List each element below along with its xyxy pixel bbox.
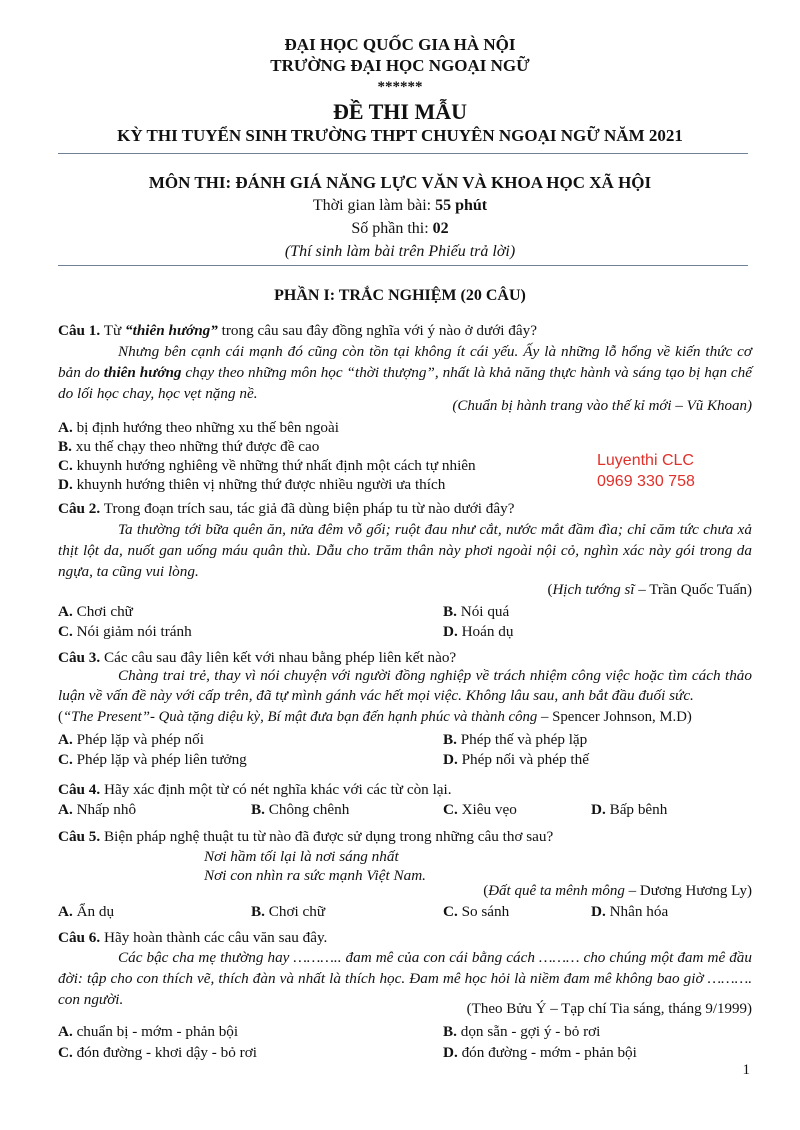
exam-duration-label: Thời gian làm bài: xyxy=(312,197,436,214)
option-text: Nói giảm nói tránh xyxy=(72,623,192,640)
exam-duration-value: 55 phút xyxy=(435,197,488,214)
question-2-passage: Ta thường tới bữa quên ăn, nửa đêm vỗ gối; ruột đau như cắt, nước mắt đầm đìa; chỉ căm tức chưa xả thịt lột da, nuốt gan uống máu quân thù. Dẫu cho trăm thân này phơi ngoài nội cỏ, nghìn xác này gói trong da ngựa, ta cũng vui lòng. xyxy=(58,521,752,580)
source-author: – Spencer Johnson, M.D) xyxy=(537,709,692,725)
option-key: D. xyxy=(58,476,73,493)
question-2-option-a[interactable] xyxy=(58,601,133,622)
question-1-option-b[interactable] xyxy=(58,436,319,457)
option-text: đón đường - mớm - phản bội xyxy=(457,1044,637,1061)
question-6-option-c[interactable] xyxy=(58,1042,257,1063)
option-key: C. xyxy=(58,623,73,640)
header-divider xyxy=(58,153,748,154)
option-text: đón đường - khơi dậy - bỏ rơi xyxy=(72,1044,257,1061)
passage-term: thiên hướng xyxy=(103,364,182,381)
question-3-passage: Chàng trai trẻ, thay vì nói chuyện với người đồng nghiệp về trách nhiệm công việc hoặc tìm cách thảo luận về vấn đề này với cấp trên, đã tự mình gánh vác hết mọi việc. Không lâu sau, anh bắt đầu đuối sức. xyxy=(58,667,752,704)
option-key: D. xyxy=(591,903,606,920)
question-3-source: (“The Present”- Quà tặng diệu kỳ, Bí mật đưa bạn đến hạnh phúc và thành công – Spencer Johnson, M.D) xyxy=(58,709,692,725)
question-1-option-a[interactable] xyxy=(58,417,339,438)
question-3-stem xyxy=(58,647,752,668)
option-text: Bấp bênh xyxy=(605,801,668,818)
question-1-passage xyxy=(58,341,752,404)
question-6-stem xyxy=(58,927,752,948)
question-term: “thiên hướng” xyxy=(125,322,218,339)
question-6-passage: Các bậc cha mẹ thường hay ……….. đam mê của con cái bằng cách ……… cho chúng một đam mê đầu đời: tập cho con thích vẽ, thích đàn và nhất là thích học. Đam mê học hỏi là niềm đam mê không bao giờ ………. con người. xyxy=(58,949,752,1008)
section-title: PHẦN I: TRẮC NGHIỆM (20 CÂU) xyxy=(274,287,526,304)
option-text: Phép lặp và phép nối xyxy=(72,731,204,748)
option-text: Phép lặp và phép liên tưởng xyxy=(72,751,247,768)
university-name: ĐẠI HỌC QUỐC GIA HÀ NỘI xyxy=(284,35,516,54)
exam-duration xyxy=(0,196,800,216)
option-text: dọn sẵn - gợi ý - bỏ rơi xyxy=(456,1023,601,1040)
question-4-option-a[interactable] xyxy=(58,799,136,820)
question-6-option-b[interactable] xyxy=(443,1021,600,1042)
question-text: Các câu sau đây liên kết với nhau bằng phép liên kết nào? xyxy=(100,649,457,666)
option-key: B. xyxy=(58,438,72,455)
option-text: So sánh xyxy=(457,903,510,920)
question-text: Trong đoạn trích sau, tác giả đã dùng biện pháp tu từ nào dưới đây? xyxy=(100,500,515,517)
option-key: A. xyxy=(58,419,73,436)
question-1-source: (Chuẩn bị hành trang vào thế kỉ mới – Vũ Khoan) xyxy=(452,398,752,414)
question-label: Câu 4. xyxy=(58,781,101,798)
option-text: Phép nối và phép thế xyxy=(457,751,589,768)
watermark-phone: 0969 330 758 xyxy=(597,473,695,490)
school-name: TRƯỜNG ĐẠI HỌC NGOẠI NGỮ xyxy=(270,56,530,75)
option-key: C. xyxy=(443,903,458,920)
question-6-option-a[interactable] xyxy=(58,1021,238,1042)
question-5-verse-1: Nơi hầm tối lại là nơi sáng nhất xyxy=(204,848,399,865)
question-text: Hãy hoàn thành các câu văn sau đây. xyxy=(100,929,328,946)
option-text: Phép thế và phép lặp xyxy=(456,731,588,748)
question-5-option-d[interactable] xyxy=(591,901,668,922)
source-author: – Dương Hương Ly) xyxy=(624,883,752,899)
question-5-source: (Đất quê ta mênh mông – Dương Hương Ly) xyxy=(483,883,752,899)
question-1-option-c[interactable] xyxy=(58,455,476,476)
exam-parts-value: 02 xyxy=(432,220,449,237)
option-key: C. xyxy=(443,801,458,818)
question-6-source: (Theo Bửu Ý – Tạp chí Tia sáng, tháng 9/1999) xyxy=(466,1001,752,1017)
question-1-option-d[interactable] xyxy=(58,474,445,495)
option-text: Xiêu vẹo xyxy=(457,801,517,818)
option-text: Nhân hóa xyxy=(605,903,669,920)
question-4-option-d[interactable] xyxy=(591,799,667,820)
question-3-option-c[interactable] xyxy=(58,749,247,770)
question-2-stem xyxy=(58,498,752,519)
question-4-stem xyxy=(58,779,752,800)
question-5-option-c[interactable] xyxy=(443,901,509,922)
option-text: Nhấp nhô xyxy=(72,801,137,818)
question-2-option-b[interactable] xyxy=(443,601,509,622)
option-key: B. xyxy=(443,1023,457,1040)
option-key: C. xyxy=(58,1044,73,1061)
question-text: Hãy xác định một từ có nét nghĩa khác với các từ còn lại. xyxy=(100,781,452,798)
option-key: D. xyxy=(591,801,606,818)
option-key: D. xyxy=(443,1044,458,1061)
question-text: Biện pháp nghệ thuật tu từ nào đã được sử dụng trong những câu thơ sau? xyxy=(100,828,554,845)
option-key: B. xyxy=(251,801,265,818)
question-5-stem xyxy=(58,826,752,847)
question-text: trong câu sau đây đồng nghĩa với ý nào ở dưới đây? xyxy=(217,322,537,339)
question-1-stem xyxy=(58,320,752,341)
question-4-option-b[interactable] xyxy=(251,799,349,820)
option-key: B. xyxy=(443,731,457,748)
option-text: Chơi chữ xyxy=(264,903,326,920)
option-key: D. xyxy=(443,623,458,640)
question-5-option-a[interactable] xyxy=(58,901,114,922)
question-5-verse-2: Nơi con nhìn ra sức mạnh Việt Nam. xyxy=(204,867,426,884)
source-title: Đất quê ta mênh mông xyxy=(488,883,625,899)
option-text: Nói quá xyxy=(456,603,510,620)
question-4-option-c[interactable] xyxy=(443,799,517,820)
option-key: C. xyxy=(58,457,73,474)
option-key: A. xyxy=(58,1023,73,1040)
option-key: A. xyxy=(58,801,73,818)
source-title: Hịch tướng sĩ xyxy=(552,582,635,598)
passage-text: chạy theo những môn học “thời thượng”, nhất là khả năng thực hành và sáng tạo bị hạn chế do lối học chay, học vẹt nặng nề. xyxy=(58,364,752,402)
option-text: khuynh hướng thiên vị những thứ được nhiều người ưa thích xyxy=(72,476,446,493)
option-text: xu thế chạy theo những thứ được đề cao xyxy=(71,438,320,455)
option-text: khuynh hướng nghiêng về những thứ nhất định một cách tự nhiên xyxy=(72,457,476,474)
question-label: Câu 5. xyxy=(58,828,101,845)
option-key: B. xyxy=(251,903,265,920)
passage-text: Nhưng bên cạnh cái mạnh đó cũng còn tồn tại không ít cái yếu. Ấy là những lỗ hổng về kiến thức cơ bản do xyxy=(58,343,752,381)
question-3-option-a[interactable] xyxy=(58,729,204,750)
option-key: A. xyxy=(58,731,73,748)
source-title: “The Present”- Quà tặng diệu kỳ, Bí mật đưa bạn đến hạnh phúc và thành công xyxy=(62,709,538,725)
question-label: Câu 1. xyxy=(58,322,101,339)
option-key: D. xyxy=(443,751,458,768)
option-key: C. xyxy=(58,751,73,768)
exam-parts-label: Số phần thi: xyxy=(351,220,433,237)
exam-parts xyxy=(0,219,800,239)
question-3-option-b[interactable] xyxy=(443,729,587,750)
subject-divider xyxy=(58,265,748,266)
watermark-brand: Luyenthi CLC xyxy=(597,452,694,469)
option-key: B. xyxy=(443,603,457,620)
option-text: Chơi chữ xyxy=(72,603,133,620)
page-number: 1 xyxy=(742,1062,750,1078)
question-text: Từ xyxy=(100,322,126,339)
question-2-option-c[interactable] xyxy=(58,621,192,642)
question-label: Câu 6. xyxy=(58,929,101,946)
question-label: Câu 2. xyxy=(58,500,101,517)
question-2-source: (Hịch tướng sĩ – Trần Quốc Tuấn) xyxy=(547,582,752,598)
question-5-option-b[interactable] xyxy=(251,901,325,922)
question-3-option-d[interactable] xyxy=(443,749,589,770)
exam-name: KỲ THI TUYỂN SINH TRƯỜNG THPT CHUYÊN NGOẠI NGỮ NĂM 2021 xyxy=(117,126,683,145)
option-key: A. xyxy=(58,603,73,620)
option-text: Chông chênh xyxy=(264,801,350,818)
question-6-option-d[interactable] xyxy=(443,1042,637,1063)
option-text: Hoán dụ xyxy=(457,623,514,640)
document-title: ĐỀ THI MẪU xyxy=(332,99,468,124)
source-author: – Trần Quốc Tuấn) xyxy=(634,582,752,598)
option-text: bị định hướng theo những xu thế bên ngoài xyxy=(72,419,339,436)
header-stars: ****** xyxy=(377,79,423,95)
subject-name: MÔN THI: ĐÁNH GIÁ NĂNG LỰC VĂN VÀ KHOA HỌC XÃ HỘI xyxy=(148,173,652,192)
option-text: Ẩn dụ xyxy=(72,903,115,920)
question-label: Câu 3. xyxy=(58,649,101,666)
option-text: chuẩn bị - mớm - phản bội xyxy=(72,1023,239,1040)
question-2-option-d[interactable] xyxy=(443,621,513,642)
answer-sheet-note: (Thí sinh làm bài trên Phiếu trả lời) xyxy=(284,243,516,260)
option-key: A. xyxy=(58,903,73,920)
